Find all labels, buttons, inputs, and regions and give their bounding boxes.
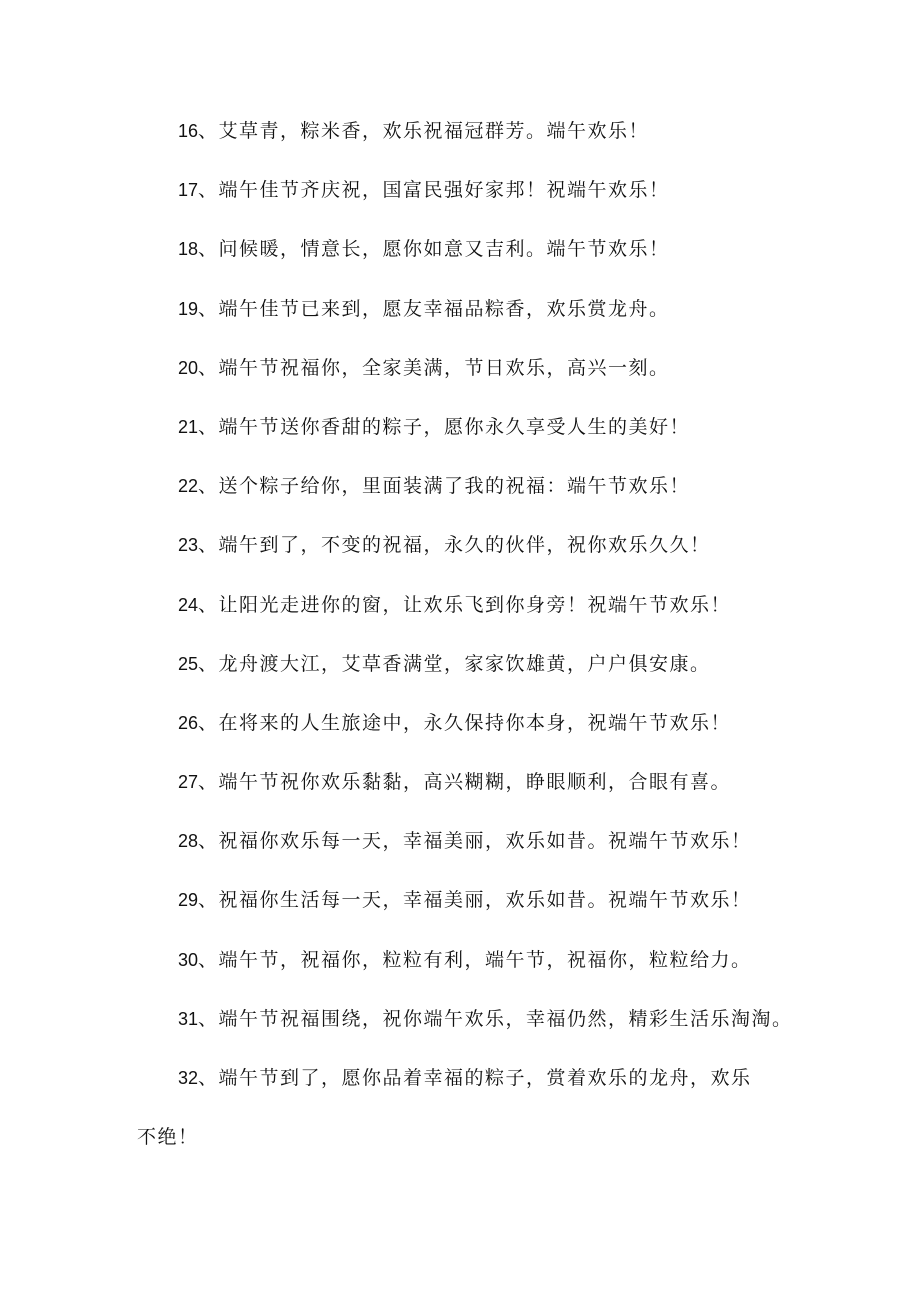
item-number: 32 [178, 1068, 199, 1088]
list-item [0, 226, 920, 285]
item-text: 、问候暖，情意长，愿你如意又吉利。端午节欢乐！ [198, 238, 670, 261]
item-text: 、送个粽子给你，里面装满了我的祝福：端午节欢乐！ [198, 475, 691, 498]
list-item [0, 641, 920, 700]
item-text: 、端午节祝福你，全家美满，节日欢乐，高兴一刻。 [198, 356, 670, 379]
item-text: 、端午佳节已来到，愿友幸福品粽香，欢乐赏龙舟。 [198, 297, 670, 320]
item-text: 、端午到了，不变的祝福，永久的伙伴，祝你欢乐久久！ [198, 534, 711, 557]
item-number: 27 [178, 772, 199, 793]
list-item [0, 108, 920, 167]
item-number: 29 [178, 890, 199, 911]
list-item [0, 818, 920, 877]
item-number: 25 [178, 653, 199, 674]
greeting-list [0, 108, 920, 1173]
item-number: 26 [178, 712, 199, 733]
list-item [0, 404, 920, 463]
item-text: 、艾草青，粽米香，欢乐祝福冠群芳。端午欢乐！ [198, 120, 650, 142]
item-number: 22 [178, 476, 199, 497]
item-text: 、端午节送你香甜的粽子，愿你永久享受人生的美好！ [198, 415, 691, 438]
item-text: 、龙舟渡大江，艾草香满堂，家家饮雄黄，户户俱安康。 [198, 652, 711, 675]
item-text: 、端午节到了，愿你品着幸福的粽子，赏着欢乐的龙舟，欢乐 [198, 1067, 752, 1089]
item-number: 20 [178, 357, 199, 378]
list-item [0, 1055, 920, 1114]
item-text: 、端午节，祝福你，粒粒有利，端午节，祝福你，粒粒给力。 [198, 948, 752, 971]
item-text: 、祝福你欢乐每一天，幸福美丽，欢乐如昔。祝端午节欢乐！ [198, 830, 752, 853]
item-text: 、祝福你生活每一天，幸福美丽，欢乐如昔。祝端午节欢乐！ [198, 889, 752, 912]
item-number: 21 [178, 416, 199, 437]
item-text: 、在将来的人生旅途中，永久保持你本身，祝端午节欢乐！ [198, 711, 732, 734]
item-number: 23 [178, 535, 199, 556]
continuation-text: 不绝！ [137, 1126, 199, 1149]
item-number: 18 [178, 239, 199, 260]
list-item [0, 582, 920, 641]
item-number: 16 [178, 121, 199, 141]
list-item [0, 463, 920, 522]
item-text: 、端午节祝福围绕，祝你端午欢乐，幸福仍然，精彩生活乐淘淘。 [198, 1007, 793, 1030]
item-text: 、端午节祝你欢乐黏黏，高兴糊糊，睁眼顺利，合眼有喜。 [198, 771, 732, 794]
list-item [0, 937, 920, 996]
list-item-continuation [0, 1114, 920, 1173]
list-item [0, 700, 920, 759]
item-number: 17 [178, 180, 199, 201]
list-item [0, 286, 920, 345]
item-text: 、让阳光走进你的窗，让欢乐飞到你身旁！祝端午节欢乐！ [198, 593, 732, 616]
item-number: 24 [178, 594, 199, 615]
list-item [0, 759, 920, 818]
list-item [0, 522, 920, 581]
item-text: 、端午佳节齐庆祝，国富民强好家邦！祝端午欢乐！ [198, 179, 670, 202]
item-number: 31 [178, 1008, 199, 1029]
list-item [0, 167, 920, 226]
list-item [0, 877, 920, 936]
item-number: 28 [178, 831, 199, 852]
item-number: 19 [178, 298, 199, 319]
list-item [0, 996, 920, 1055]
list-item [0, 345, 920, 404]
item-number: 30 [178, 949, 199, 970]
